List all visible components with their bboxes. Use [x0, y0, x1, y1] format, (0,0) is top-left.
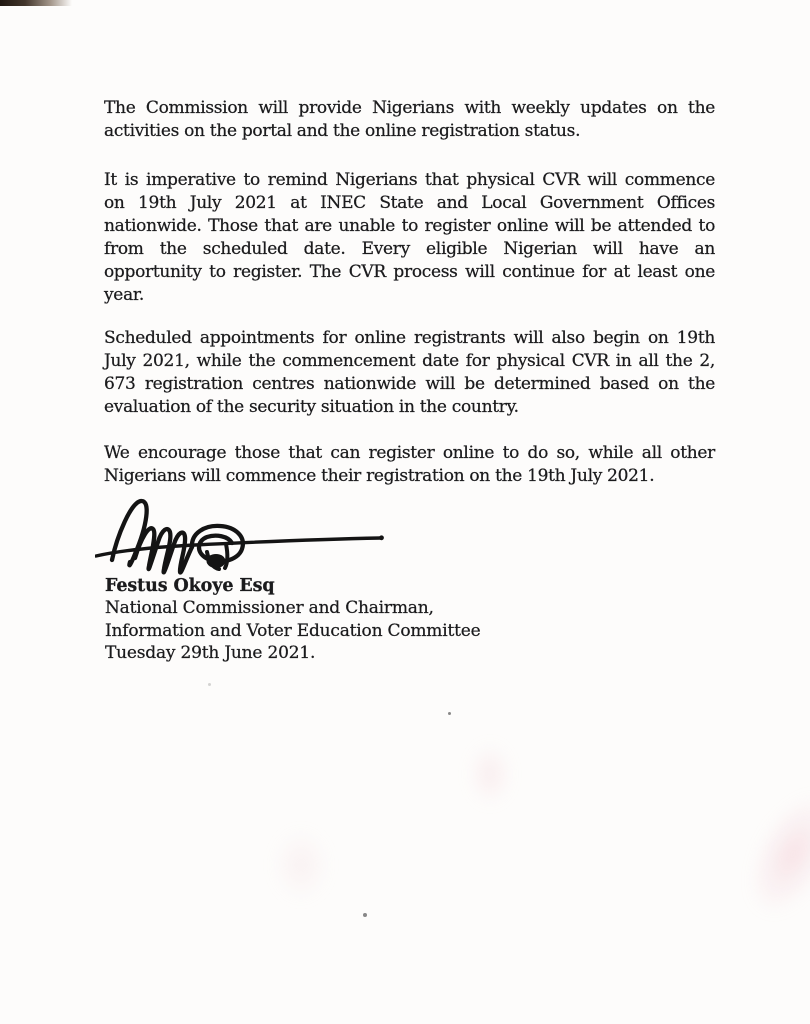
text-line: activities on the portal and the online registration status. [104, 121, 581, 141]
scan-speck [363, 913, 367, 917]
text-line: opportunity to register. The CVR process will continue for at least one [104, 262, 715, 282]
scan-speck [448, 712, 451, 715]
text-line: We encourage those that can register online to do so, while all other [104, 443, 715, 463]
text-line: It is imperative to remind Nigerians that physical CVR will commence [104, 170, 715, 190]
paragraph [104, 442, 715, 488]
text-line: July 2021, while the commencement date for physical CVR in all the 2, [104, 351, 715, 371]
scan-artifact-strip [0, 0, 72, 6]
letter-body [104, 97, 715, 510]
signature-block [105, 575, 480, 664]
text-line: year. [104, 285, 144, 305]
letter-date: Tuesday 29th June 2021. [105, 642, 316, 663]
paragraph [104, 327, 715, 419]
text-line: Nigerians will commence their registration on the 19th July 2021. [104, 466, 655, 486]
scan-speck [208, 683, 211, 686]
paragraph [104, 169, 715, 307]
paragraph [104, 97, 715, 143]
scan-smudge [468, 742, 512, 806]
scan-smudge [272, 828, 330, 902]
signatory-name: Festus Okoye Esq [105, 576, 275, 596]
text-line: 673 registration centres nationwide will be determined based on the [104, 374, 715, 394]
signatory-role-line-2: Information and Voter Education Committee [105, 620, 481, 641]
text-line: Scheduled appointments for online registrants will also begin on 19th [104, 328, 715, 348]
text-line: The Commission will provide Nigerians with weekly updates on the [104, 98, 715, 118]
text-line: evaluation of the security situation in the country. [104, 397, 519, 417]
text-line: from the scheduled date. Every eligible Nigerian will have an [104, 239, 715, 259]
text-line: nationwide. Those that are unable to register online will be attended to [104, 216, 715, 236]
scan-smudge [731, 779, 810, 928]
text-line: on 19th July 2021 at INEC State and Local Government Offices [104, 193, 715, 213]
signatory-role-line-1: National Commissioner and Chairman, [105, 598, 434, 619]
signature-scribble-icon [95, 492, 390, 582]
